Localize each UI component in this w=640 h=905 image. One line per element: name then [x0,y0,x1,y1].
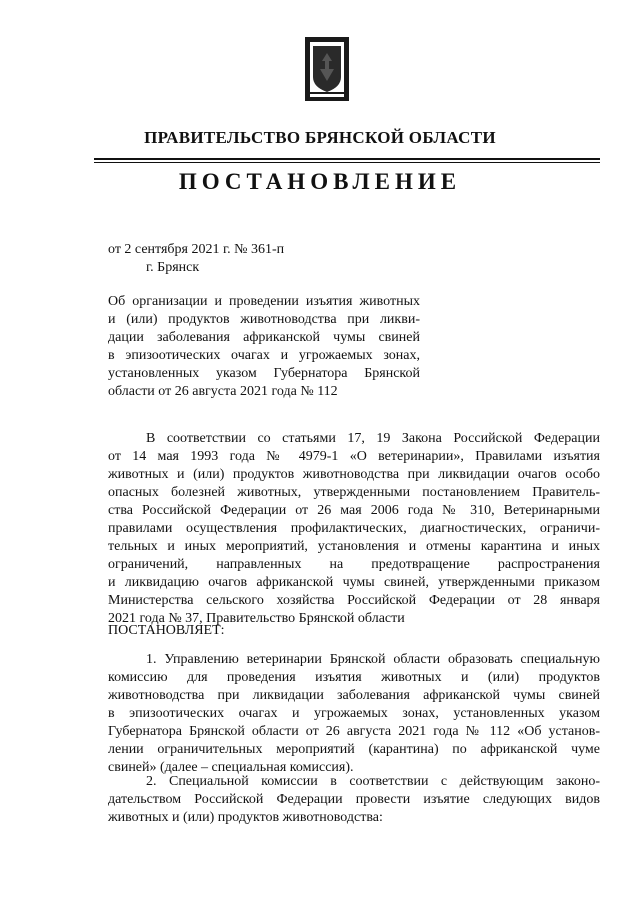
text-line: Губернатора Брянской области от 26 августа 2021 года № 112 «Об установ- [108,724,600,739]
city: г. Брянск [146,260,200,275]
text-line: 2021 года № 37, Правительство Брянской области [108,611,405,626]
text-line: тельных и иных мероприятий, установления и отмены карантина и иных [108,539,600,554]
decree-word-text: ПОСТАНОВЛЯЕТ: [108,623,225,638]
text-line: В соответствии со статьями 17, 19 Закона Российской Федерации [146,431,600,446]
date-and-number: от 2 сентября 2021 г. № 361-п [108,242,285,257]
text-line: 1. Управлению ветеринарии Брянской области образовать специальную [146,652,600,667]
subject-line: дации заболевания африканской чумы свиней [108,330,420,345]
text-line: лении ограничительных мероприятий (карантина) по африканской чуме [108,742,600,757]
text-line: ограничений, направленных на предотвращение распространения [108,557,600,572]
header-rule-thin [94,162,600,163]
text-line: животных и (или) продуктов животноводства при ликвидации очагов особо [108,467,600,482]
text-line: Министерства сельского хозяйства Российской Федерации от 28 января [108,593,600,608]
document-type-heading: ПОСТАНОВЛЕНИЕ [178,169,462,194]
text-line: животных и (или) продуктов животноводства: [108,810,383,825]
subject-line: в эпизоотических очагах и угрожаемых зонах, [108,348,420,363]
text-line: в эпизоотических очагах и угрожаемых зонах, установленных указом [108,706,600,721]
text-line: комиссию для проведения изъятия животных и (или) продуктов [108,670,600,685]
text-line: опасных болезней животных, утвержденными постановлением Правитель- [108,485,600,500]
subject-line: Об организации и проведении изъятия животных [108,294,420,309]
decree-word [108,622,600,640]
header-rule-thick [94,158,600,160]
text-line: дательством Российской Федерации провести изъятие следующих видов [108,792,600,807]
subject-line: установленных указом Губернатора Брянской [108,366,420,381]
item-1-paragraph [108,651,600,777]
text-line: правилами осуществления профилактических, диагностических, ограничи- [108,521,600,536]
preamble-paragraph [108,430,600,628]
subject-title [108,293,420,401]
text-line: свиней» (далее – специальная комиссия). [108,760,354,775]
text-line: от 14 мая 1993 года № 4979-1 «О ветеринарии», Правилами изъятия [108,449,600,464]
government-title: ПРАВИТЕЛЬСТВО БРЯНСКОЙ ОБЛАСТИ [144,128,496,147]
subject-line: и (или) продуктов животноводства при ликви- [108,312,420,327]
coat-of-arms-emblem-icon [305,37,349,101]
subject-line: области от 26 августа 2021 года № 112 [108,384,338,399]
text-line: животноводства при ликвидации заболевания африканской чумы свиней [108,688,600,703]
text-line: и ликвидацию очагов африканской чумы свиней, утвержденными приказом [108,575,600,590]
item-2-paragraph [108,773,600,827]
text-line: 2. Специальной комиссии в соответствии с действующим законо- [146,774,600,789]
text-line: ства Российской Федерации от 26 мая 2006 года № 310, Ветеринарными [108,503,600,518]
